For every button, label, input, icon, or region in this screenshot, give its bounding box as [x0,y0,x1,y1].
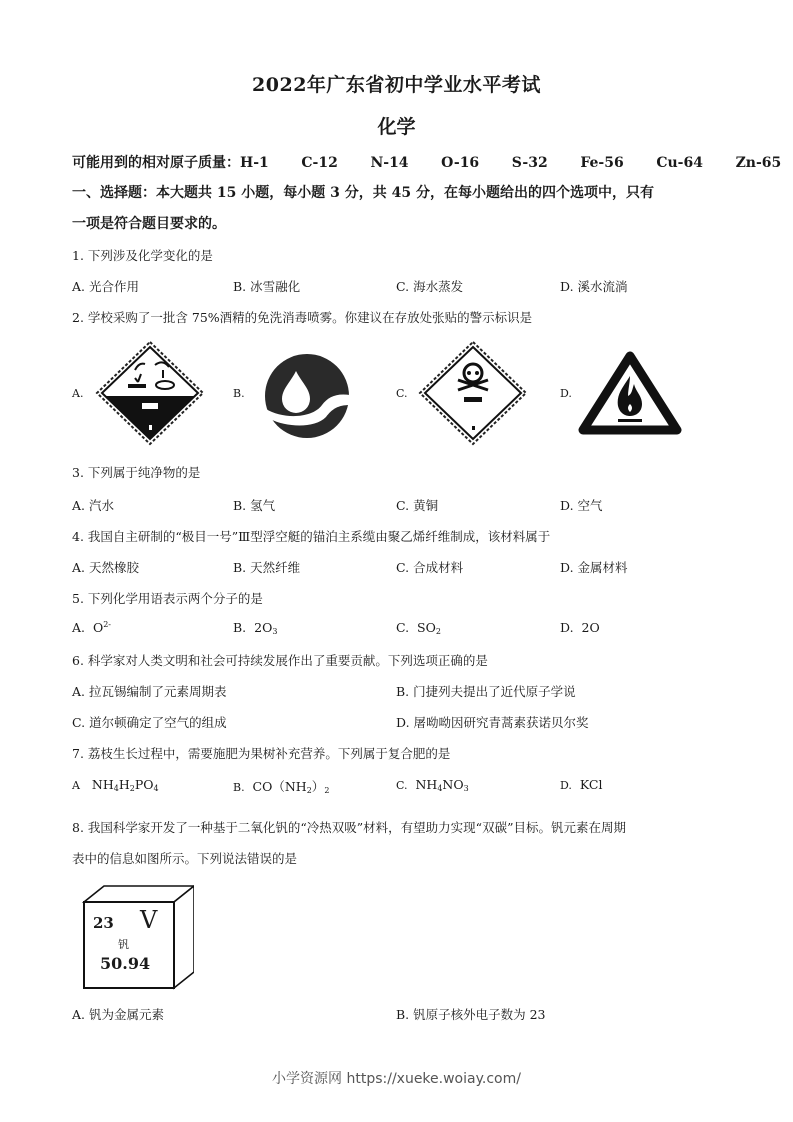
question-2-stem: 2. 学校采购了一批含 75%酒精的免洗消毒喷雾。你建议在存放处张贴的警示标识是 [72,310,533,325]
formula: O [92,620,104,635]
formula-part: NH [415,777,438,792]
q7-option-b[interactable] [233,777,329,795]
option-letter: B. [233,620,247,635]
formula-part: H [118,777,130,792]
formula: 2O [581,620,600,635]
vanadium-element-card [82,884,194,990]
question-4-stem: 4. 我国自主研制的“极目一号”Ⅲ型浮空艇的锚泊主系缆由聚乙烯纤维制成，该材料属于 [72,529,551,544]
element-symbol: V [140,906,158,934]
q4-option-b[interactable]: B. 天然纤维 [233,560,301,575]
formula: 2O [254,620,273,635]
q1-option-a[interactable]: A. 光合作用 [72,279,139,294]
atomic-masses [72,152,781,172]
question-8-stem-line2: 表中的信息如图所示。下列说法错误的是 [72,851,298,866]
question-7-stem: 7. 荔枝生长过程中，需要施肥为果树补充营养。下列属于复合肥的是 [72,746,451,761]
question-6-stem: 6. 科学家对人类文明和社会可持续发展作出了重要贡献。下列选项正确的是 [72,653,488,668]
atomic-masses-values: H-1 C-12 N-14 O-16 S-32 Fe-56 Cu-64 Zn-65 [240,155,782,171]
q3-option-d[interactable]: D. 空气 [560,498,603,513]
q6-option-a[interactable]: A. 拉瓦锡编制了元素周期表 [72,684,227,699]
q7-option-a[interactable] [72,777,159,793]
q1-option-b[interactable]: B. 冰雪融化 [233,279,301,294]
section-heading-cont: 一项是符合题目要求的。 [72,216,226,232]
q1-option-d[interactable]: D. 溪水流淌 [560,279,628,294]
option-letter: B. [233,781,245,794]
option-letter: A. [72,620,86,635]
water-saving-sign-icon[interactable] [262,353,352,439]
question-5-stem: 5. 下列化学用语表示两个分子的是 [72,591,263,606]
q7-option-c[interactable] [396,777,469,793]
q8-option-a[interactable]: A. 钒为金属元素 [72,1007,164,1022]
option-letter: C. [396,779,408,792]
q4-option-c[interactable]: C. 合成材料 [396,560,464,575]
option-letter: A [72,779,80,792]
subscript: 2 [435,627,441,636]
q6-option-d[interactable]: D. 屠呦呦因研究青蒿素获诺贝尔奖 [396,715,589,730]
formula-part: ） [311,779,325,794]
formula-part: CO（NH [252,779,307,794]
formula-part: NH [91,777,114,792]
flammable-sign-icon[interactable] [578,350,682,436]
atomic-number: 23 [93,914,114,932]
question-8-stem-line1: 8. 我国科学家开发了一种基于二氧化钒的“冷热双吸”材料，有望助力实现“双碳”目标。钒元素在周期 [72,820,626,835]
question-1-stem: 1. 下列涉及化学变化的是 [72,248,213,263]
exam-title: 2022年广东省初中学业水平考试 [252,74,541,96]
q6-option-c[interactable]: C. 道尔顿确定了空气的组成 [72,715,227,730]
formula-part: KCl [579,777,603,792]
q4-option-d[interactable]: D. 金属材料 [560,560,628,575]
q1-option-c[interactable]: C. 海水蒸发 [396,279,464,294]
q2-option-c[interactable]: C. [396,387,408,400]
q5-option-c[interactable] [396,620,441,636]
toxic-sign-icon[interactable] [418,340,528,446]
footer-watermark: 小学资源网 https://xueke.woiay.com/ [272,1071,521,1087]
q6-option-b[interactable]: B. 门捷列夫提出了近代原子学说 [396,684,576,699]
subject-title: 化学 [377,116,416,138]
formula-part: NO [442,777,464,792]
cube-outline-icon [82,884,194,990]
option-letter: D. [560,779,572,792]
formula: SO [417,620,436,635]
q3-option-c[interactable]: C. 黄铜 [396,498,439,513]
q5-option-d[interactable] [560,620,600,635]
subscript: 2 [324,786,330,795]
section-heading: 一、选择题：本大题共 15 小题，每小题 3 分，共 45 分，在每小题给出的四个选项中，只有 [72,185,654,201]
atomic-mass: 50.94 [100,954,151,973]
q5-option-a[interactable] [72,620,111,635]
q3-option-a[interactable]: A. 汽水 [72,498,114,513]
q2-option-a[interactable]: A. [72,387,84,400]
question-3-stem: 3. 下列属于纯净物的是 [72,465,201,480]
q2-option-d[interactable]: D. [560,387,572,400]
charge: 2- [103,620,112,629]
atomic-masses-label: 可能用到的相对原子质量： [72,155,240,171]
q2-option-b[interactable]: B. [233,387,245,400]
subscript: 4 [113,784,119,793]
q7-option-d[interactable] [560,777,602,792]
option-letter: C. [396,620,410,635]
q3-option-b[interactable]: B. 氢气 [233,498,276,513]
subscript: 2 [129,784,135,793]
subscript: 2 [306,786,312,795]
corrosive-sign-icon[interactable] [95,340,205,446]
q8-option-b[interactable]: B. 钒原子核外电子数为 23 [396,1007,546,1022]
subscript: 4 [437,784,443,793]
formula-part: PO [134,777,154,792]
subscript: 3 [272,627,278,636]
option-letter: D. [560,620,574,635]
element-name: 钒 [118,938,129,951]
subscript: 4 [153,784,159,793]
subscript: 3 [463,784,469,793]
q5-option-b[interactable] [233,620,277,636]
q4-option-a[interactable]: A. 天然橡胶 [72,560,139,575]
